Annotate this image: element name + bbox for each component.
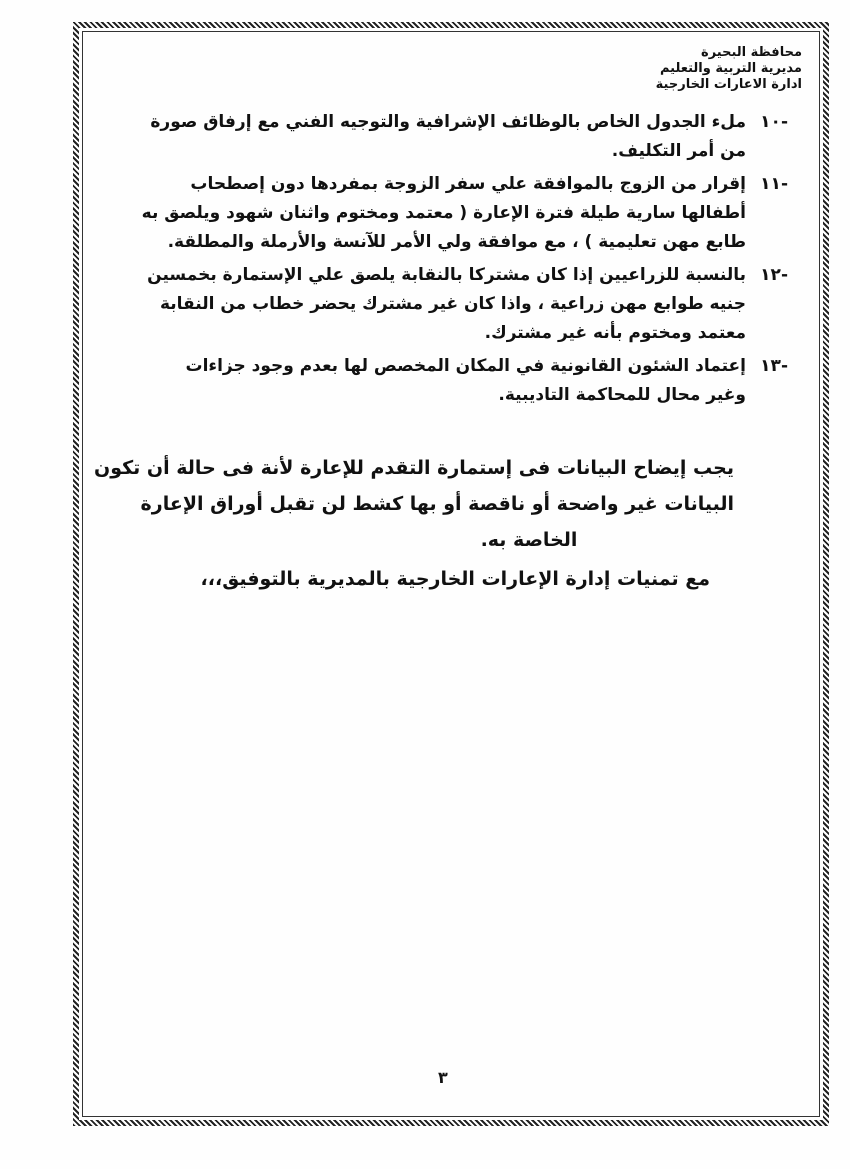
list-item	[141, 170, 788, 257]
requirements-list	[141, 108, 788, 414]
page-number: ٣	[438, 1068, 448, 1087]
directorate-name: مديرية التربية والتعليم	[659, 61, 802, 76]
item-number: -١٣	[760, 356, 788, 376]
department-name: ادارة الاعارات الخارجية	[655, 77, 802, 92]
item-text-line: إعتماد الشئون القانونية في المكان المخصص لها بعدم وجود جزاءات	[185, 356, 746, 376]
list-item	[185, 352, 788, 410]
list-item	[150, 108, 788, 166]
note-line: البيانات غير واضحة أو ناقصة أو بها كشط لن تقبل أوراق الإعارة	[140, 493, 734, 515]
item-text-line: إقرار من الزوج بالموافقة علي سفر الزوجة بمفردها دون إصطحاب	[190, 174, 746, 194]
item-number: -١٢	[760, 265, 788, 285]
item-number: -١١	[760, 174, 788, 194]
item-text-line: طابع مهن تعليمية ) ، مع موافقة ولي الأمر للآنسة والأرملة والمطلقة.	[167, 232, 746, 252]
item-text-line: وغير محال للمحاكمة التاديبية.	[498, 385, 746, 405]
item-text-line: من أمر التكليف.	[611, 141, 746, 161]
important-note	[94, 450, 734, 558]
item-number: -١٠	[760, 112, 788, 132]
note-line: يجب إيضاح البيانات فى إستمارة التقدم للإعارة لأنة فى حالة أن تكون	[94, 457, 734, 479]
governorate-name: محافظة البحيرة	[701, 45, 802, 60]
closing-greeting: مع تمنيات إدارة الإعارات الخارجية بالمديرية بالتوفيق،،،	[200, 568, 710, 590]
item-text-line: معتمد ومختوم بأنه غير مشترك.	[484, 323, 746, 343]
item-text-line: جنيه طوابع مهن زراعية ، واذا كان غير مشترك يحضر خطاب من النقابة	[159, 294, 746, 314]
letterhead	[656, 45, 802, 93]
item-text-line: ملء الجدول الخاص بالوظائف الإشرافية والتوجيه الفني مع إرفاق صورة	[150, 112, 746, 132]
item-text-line: أطفالها سارية طيلة فترة الإعارة ( معتمد ومختوم واثنان شهود ويلصق به	[141, 203, 746, 223]
item-text-line: بالنسبة للزراعيين إذا كان مشتركا بالنقابة يلصق علي الإستمارة بخمسين	[147, 265, 746, 285]
note-line: الخاصة به.	[480, 529, 578, 551]
list-item	[147, 261, 788, 348]
